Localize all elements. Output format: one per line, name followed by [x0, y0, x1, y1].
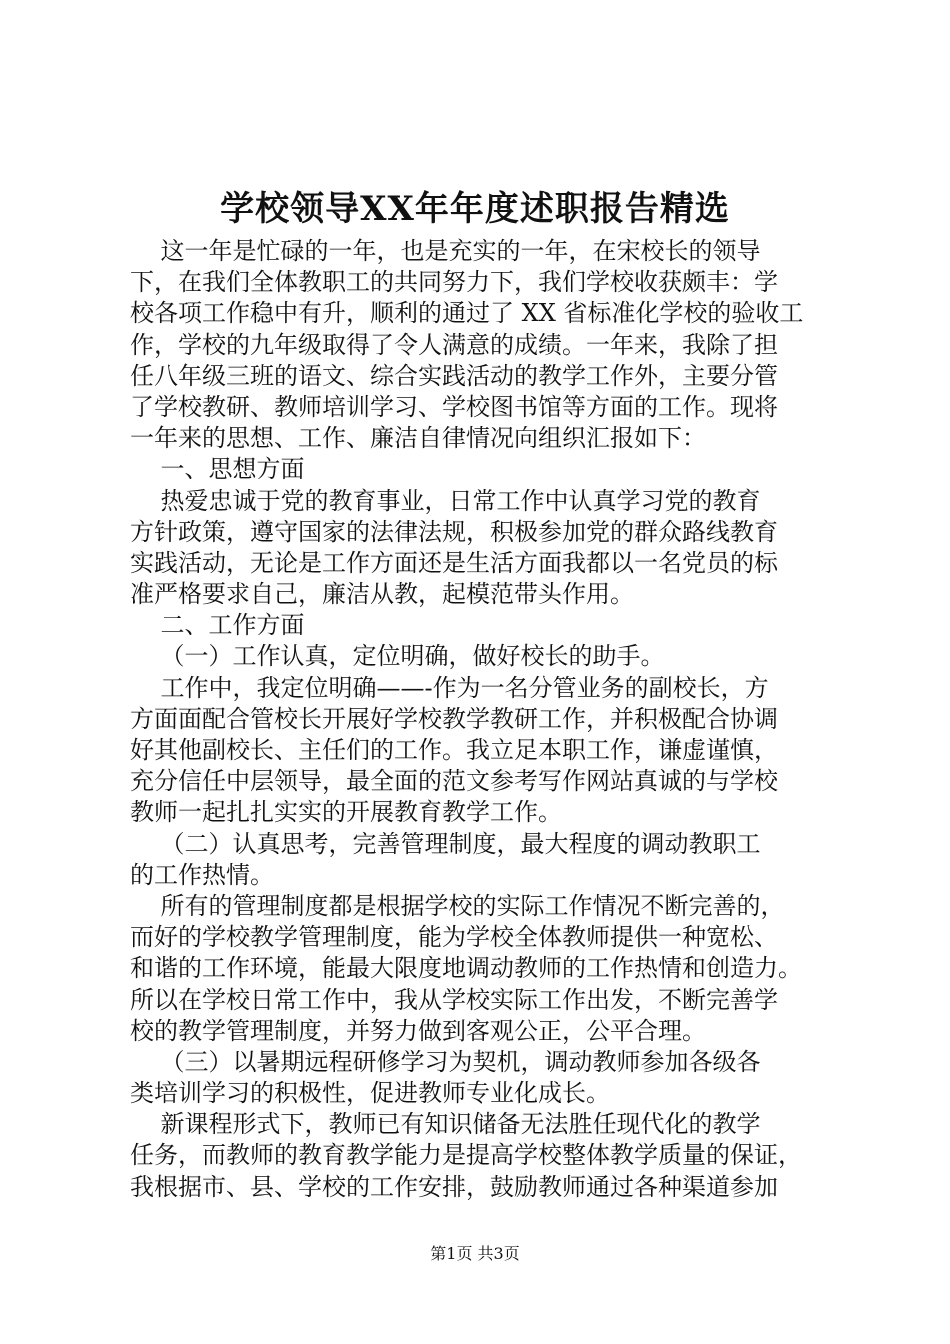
- text-line: 任务，而教师的教育教学能力是提高学校整体教学质量的保证，: [130, 1141, 802, 1170]
- text-line: 这一年是忙碌的一年，也是充实的一年，在宋校长的领导: [130, 237, 761, 265]
- document-title: 学校领导XX年年度述职报告精选: [220, 189, 730, 229]
- text-line: 一、思想方面: [130, 455, 305, 484]
- text-line: 所以在学校日常工作中，我从学校实际工作出发，不断完善学: [130, 985, 778, 1014]
- text-line: 方针政策，遵守国家的法律法规，积极参加党的群众路线教育: [130, 517, 778, 546]
- text-line: 教师一起扎扎实实的开展教育教学工作。: [130, 798, 562, 827]
- text-line: 和谐的工作环境，能最大限度地调动教师的工作热情和创造力。: [130, 954, 802, 983]
- text-line: 二、工作方面: [130, 611, 305, 640]
- text-line: 热爱忠诚于党的教育事业，日常工作中认真学习党的教育: [130, 486, 761, 515]
- text-line: 校的教学管理制度，并努力做到客观公正，公平合理。: [130, 1016, 706, 1045]
- document-body: [130, 236, 830, 1203]
- text-line: 充分信任中层领导，最全面的范文参考写作网站真诚的与学校: [130, 767, 778, 796]
- text-line: （三）以暑期远程研修学习为契机，调动教师参加各级各: [130, 1047, 761, 1076]
- text-line: 而好的学校教学管理制度，能为学校全体教师提供一种宽松、: [130, 923, 778, 952]
- text-line: 类培训学习的积极性，促进教师专业化成长。: [130, 1079, 610, 1108]
- text-line: 工作中，我定位明确——-作为一名分管业务的副校长，方: [130, 673, 769, 702]
- text-line: 准严格要求自己，廉洁从教，起模范带头作用。: [130, 580, 634, 609]
- text-line: 好其他副校长、主任们的工作。我立足本职工作，谦虚谨慎，: [130, 736, 778, 764]
- text-line: 实践活动，无论是工作方面还是生活方面我都以一名党员的标: [130, 548, 778, 577]
- text-line: 一年来的思想、工作、廉洁自律情况向组织汇报如下：: [130, 424, 706, 453]
- text-line: （二）认真思考，完善管理制度，最大程度的调动教职工: [130, 829, 761, 858]
- text-line: 作，学校的九年级取得了令人满意的成绩。一年来，我除了担: [130, 330, 778, 359]
- text-line: 我根据市、县、学校的工作安排，鼓励教师通过各种渠道参加: [130, 1172, 778, 1201]
- text-line: 所有的管理制度都是根据学校的实际工作情况不断完善的，: [130, 891, 785, 920]
- text-line: （一）工作认真，定位明确，做好校长的助手。: [130, 642, 665, 671]
- text-line: 下，在我们全体教职工的共同努力下，我们学校收获颇丰：学: [130, 268, 778, 297]
- text-line: 新课程形式下，教师已有知识储备无法胜任现代化的教学: [130, 1110, 761, 1139]
- text-line: 任八年级三班的语文、综合实践活动的教学工作外，主要分管: [130, 361, 778, 390]
- text-line: 校各项工作稳中有升，顺利的通过了 XX 省标准化学校的验收工: [130, 299, 804, 328]
- page-footer: 第1页 共3页: [430, 1244, 520, 1263]
- text-line: 方面面配合管校长开展好学校教学教研工作，并积极配合协调: [130, 704, 778, 733]
- text-line: 的工作热情。: [130, 860, 274, 889]
- text-line: 了学校教研、教师培训学习、学校图书馆等方面的工作。现将: [130, 392, 778, 421]
